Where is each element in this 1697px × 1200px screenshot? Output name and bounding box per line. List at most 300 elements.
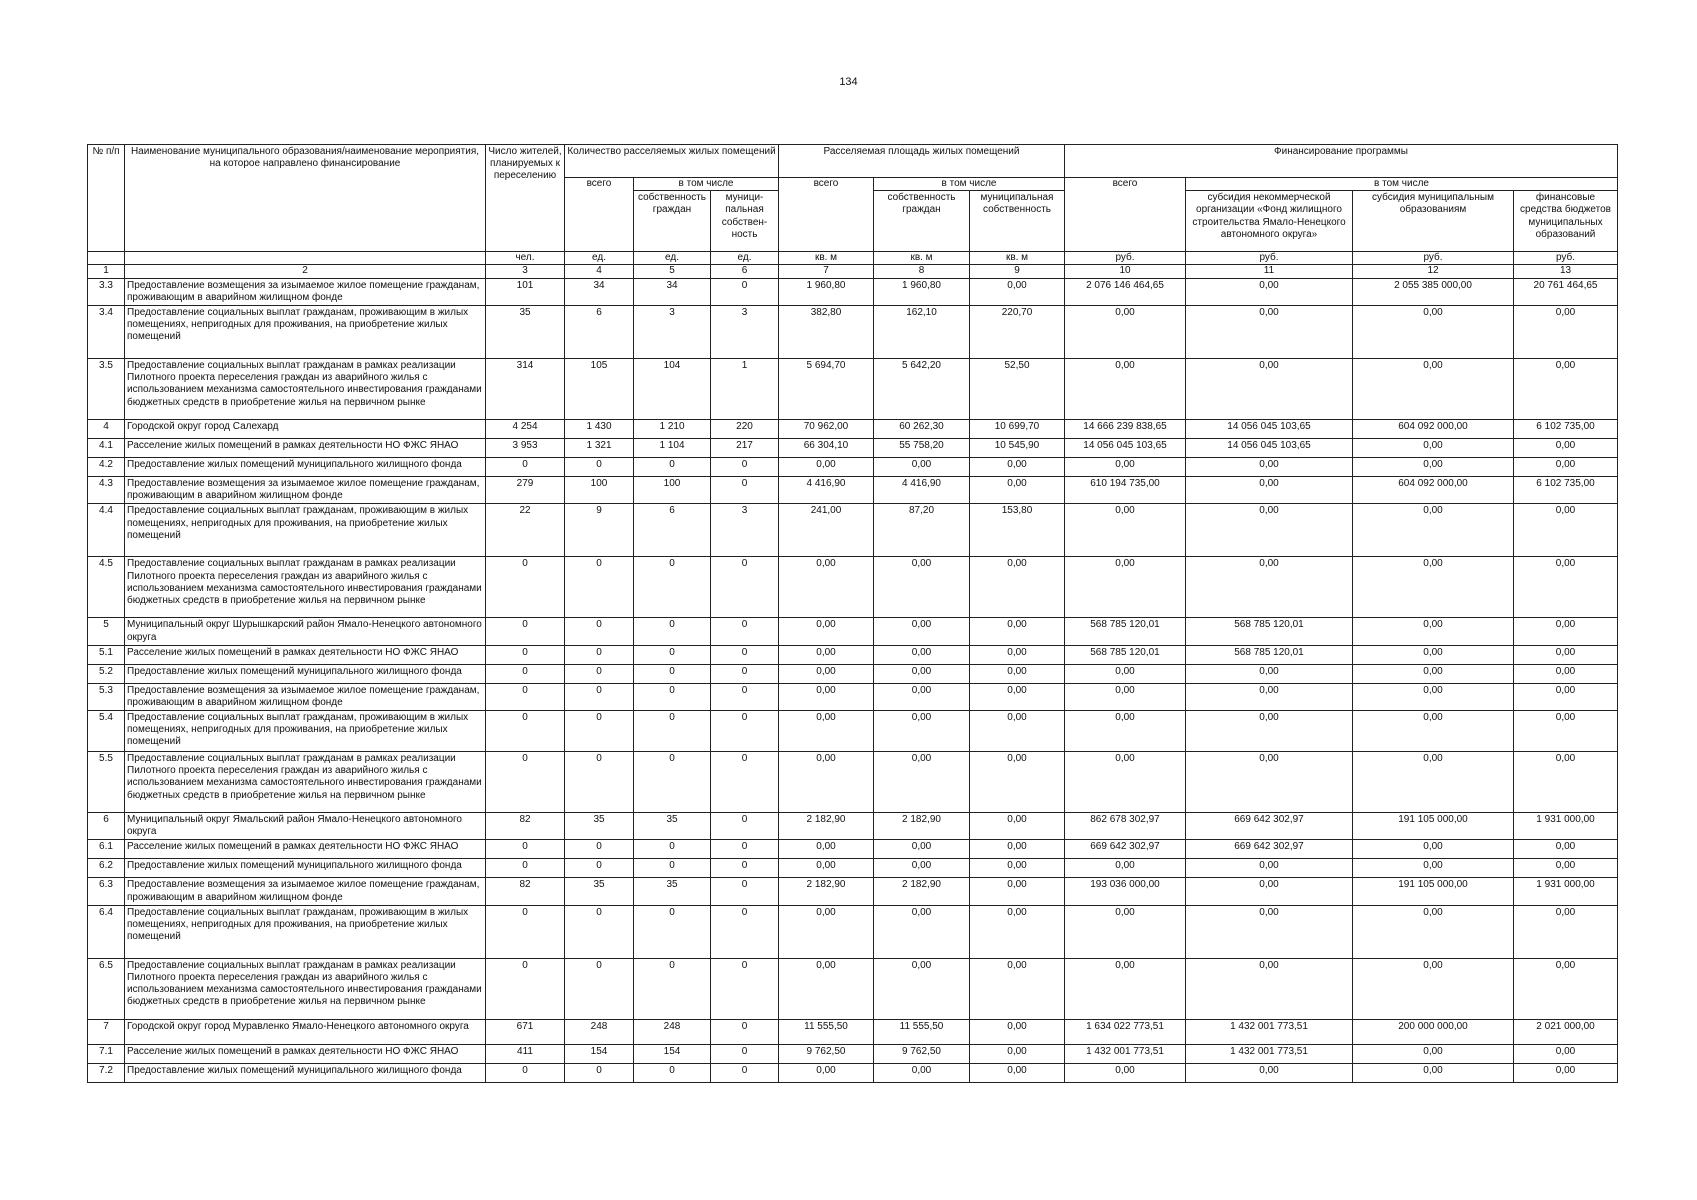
row-number: 5.5 [88, 752, 125, 813]
header-rooms-total: всего [565, 178, 634, 252]
row-value: 0 [486, 840, 565, 859]
units-cell-empty [125, 252, 486, 265]
header-rooms-group: Количество расселяемых жилых помещений [565, 145, 779, 178]
row-name: Муниципальный округ Шурышкарский район Ямало-Ненецкого автономного округа [125, 618, 486, 645]
row-value: 20 761 464,65 [1514, 278, 1618, 305]
row-value: 0,00 [1065, 958, 1186, 1019]
row-value: 314 [486, 358, 565, 419]
row-value: 604 092 000,00 [1353, 476, 1514, 503]
row-value: 0 [634, 840, 711, 859]
row-value: 0,00 [970, 278, 1065, 305]
row-value: 35 [634, 813, 711, 840]
column-number-cell: 4 [565, 265, 634, 278]
row-value: 0 [634, 859, 711, 878]
row-value: 0,00 [1514, 305, 1618, 358]
row-value: 0,00 [1514, 683, 1618, 710]
row-value: 11 555,50 [779, 1019, 874, 1044]
table-row [88, 618, 1618, 645]
row-value: 0 [565, 859, 634, 878]
row-name: Предоставление социальных выплат гражданам в рамках реализации Пилотного проекта переселения граждан из аварийного жилья с использованием механизма самостоятельного инвестирования гражданами бюджетных средств в приобретение жилья на первичном рынке [125, 752, 486, 813]
row-value: 0 [711, 813, 779, 840]
table-row [88, 305, 1618, 358]
row-value: 0,00 [1353, 840, 1514, 859]
row-value: 0,00 [1065, 1063, 1186, 1082]
table-row [88, 958, 1618, 1019]
row-value: 0 [486, 1063, 565, 1082]
header-area-group: Расселяемая площадь жилых помещений [779, 145, 1065, 178]
row-name: Предоставление возмещения за изымаемое жилое помещение гражданам, проживающим в аварийном жилищном фонде [125, 878, 486, 905]
row-value: 0,00 [779, 711, 874, 752]
row-value: 105 [565, 358, 634, 419]
column-number-cell: 5 [634, 265, 711, 278]
row-value: 0 [634, 457, 711, 476]
row-value: 604 092 000,00 [1353, 419, 1514, 438]
row-value: 34 [565, 278, 634, 305]
row-value: 0 [634, 958, 711, 1019]
row-value: 0 [486, 645, 565, 664]
row-value: 0,00 [1514, 1063, 1618, 1082]
header-area-total: всего [779, 178, 874, 252]
row-number: 5 [88, 618, 125, 645]
table-row [88, 504, 1618, 557]
row-value: 0,00 [1186, 859, 1353, 878]
row-number: 6.2 [88, 859, 125, 878]
header-area-municipal: муниципальная собственность [970, 191, 1065, 252]
row-value: 0,00 [970, 840, 1065, 859]
row-value: 1 634 022 773,51 [1065, 1019, 1186, 1044]
row-value: 0,00 [970, 878, 1065, 905]
row-value: 610 194 735,00 [1065, 476, 1186, 503]
unit-cell: кв. м [779, 252, 874, 265]
table-row [88, 557, 1618, 618]
row-value: 0 [486, 905, 565, 958]
row-value: 0,00 [1186, 278, 1353, 305]
row-value: 568 785 120,01 [1186, 618, 1353, 645]
row-value: 0,00 [1065, 358, 1186, 419]
row-number: 4.1 [88, 438, 125, 457]
table-row [88, 419, 1618, 438]
row-value: 3 953 [486, 438, 565, 457]
row-value: 279 [486, 476, 565, 503]
row-name: Предоставление социальных выплат гражданам, проживающим в жилых помещениях, непригодных для проживания, на приобретение жилых помещений [125, 711, 486, 752]
row-value: 0,00 [874, 840, 970, 859]
row-value: 0,00 [1514, 905, 1618, 958]
table-row [88, 1044, 1618, 1063]
row-value: 0,00 [1353, 711, 1514, 752]
row-value: 0,00 [1186, 664, 1353, 683]
row-value: 2 021 000,00 [1514, 1019, 1618, 1044]
row-value: 0,00 [1514, 438, 1618, 457]
row-value: 0 [711, 711, 779, 752]
unit-cell: руб. [1186, 252, 1353, 265]
row-value: 0 [711, 878, 779, 905]
row-value: 0 [711, 557, 779, 618]
row-value: 0,00 [779, 958, 874, 1019]
row-value: 191 105 000,00 [1353, 813, 1514, 840]
row-number: 6.4 [88, 905, 125, 958]
row-value: 0,00 [1065, 504, 1186, 557]
row-value: 0,00 [970, 905, 1065, 958]
column-number-cell: 6 [711, 265, 779, 278]
row-value: 35 [565, 813, 634, 840]
row-name: Предоставление социальных выплат гражданам в рамках реализации Пилотного проекта переселения граждан из аварийного жилья с использованием механизма самостоятельного инвестирования гражданами бюджетных средств в приобретение жилья на первичном рынке [125, 958, 486, 1019]
row-value: 0,00 [779, 752, 874, 813]
row-number: 6.1 [88, 840, 125, 859]
row-value: 0,00 [1186, 504, 1353, 557]
row-value: 0,00 [1065, 683, 1186, 710]
row-value: 0,00 [1065, 752, 1186, 813]
row-value: 0 [565, 905, 634, 958]
row-value: 2 182,90 [874, 813, 970, 840]
row-value: 0,00 [874, 905, 970, 958]
column-number-cell: 7 [779, 265, 874, 278]
table-row [88, 878, 1618, 905]
row-value: 0,00 [970, 958, 1065, 1019]
row-value: 0,00 [1514, 664, 1618, 683]
row-value: 0,00 [1353, 358, 1514, 419]
table-row [88, 905, 1618, 958]
row-value: 1 931 000,00 [1514, 878, 1618, 905]
column-number-cell: 3 [486, 265, 565, 278]
row-value: 1 [711, 358, 779, 419]
header-rooms-municipal: муници-пальная собствен-ность [711, 191, 779, 252]
row-value: 0,00 [970, 859, 1065, 878]
row-value: 0,00 [1065, 859, 1186, 878]
row-value: 0,00 [970, 813, 1065, 840]
row-value: 0,00 [874, 557, 970, 618]
row-value: 0,00 [779, 618, 874, 645]
row-value: 0,00 [1353, 305, 1514, 358]
row-number: 3.4 [88, 305, 125, 358]
row-value: 0,00 [874, 1063, 970, 1082]
row-value: 2 182,90 [779, 813, 874, 840]
row-value: 0,00 [874, 711, 970, 752]
unit-cell: руб. [1065, 252, 1186, 265]
row-value: 0,00 [970, 664, 1065, 683]
row-value: 0 [486, 664, 565, 683]
row-value: 14 056 045 103,65 [1186, 419, 1353, 438]
column-number-cell: 2 [125, 265, 486, 278]
header-fin-group: Финансирование программы [1065, 145, 1618, 178]
row-value: 669 642 302,97 [1065, 840, 1186, 859]
row-name: Расселение жилых помещений в рамках деятельности НО ФЖС ЯНАО [125, 645, 486, 664]
row-value: 0,00 [874, 752, 970, 813]
row-value: 191 105 000,00 [1353, 878, 1514, 905]
row-value: 0,00 [1514, 1044, 1618, 1063]
row-name: Городской округ город Салехард [125, 419, 486, 438]
row-value: 382,80 [779, 305, 874, 358]
header-area-own: собственность граждан [874, 191, 970, 252]
header-num: № п/п [88, 145, 125, 252]
row-value: 6 [565, 305, 634, 358]
row-value: 0,00 [1186, 905, 1353, 958]
row-value: 82 [486, 878, 565, 905]
row-value: 0 [634, 618, 711, 645]
row-name: Предоставление социальных выплат гражданам, проживающим в жилых помещениях, непригодных для проживания, на приобретение жилых помещений [125, 504, 486, 557]
row-value: 0,00 [1186, 476, 1353, 503]
table-row [88, 752, 1618, 813]
row-value: 241,00 [779, 504, 874, 557]
unit-cell: руб. [1514, 252, 1618, 265]
row-value: 22 [486, 504, 565, 557]
row-value: 0,00 [779, 1063, 874, 1082]
table-row [88, 711, 1618, 752]
row-value: 9 762,50 [779, 1044, 874, 1063]
row-value: 0,00 [779, 645, 874, 664]
row-value: 0 [711, 1063, 779, 1082]
row-value: 0 [565, 618, 634, 645]
row-number: 6.5 [88, 958, 125, 1019]
row-value: 0,00 [1353, 1044, 1514, 1063]
row-value: 0 [634, 683, 711, 710]
column-number-cell: 13 [1514, 265, 1618, 278]
row-value: 0,00 [874, 618, 970, 645]
column-number-cell: 8 [874, 265, 970, 278]
row-value: 0,00 [779, 859, 874, 878]
row-number: 6 [88, 813, 125, 840]
table-row [88, 457, 1618, 476]
row-value: 0 [634, 1063, 711, 1082]
row-value: 3 [711, 305, 779, 358]
row-name: Муниципальный округ Ямальский район Ямало-Ненецкого автономного округа [125, 813, 486, 840]
row-value: 568 785 120,01 [1065, 618, 1186, 645]
table-row [88, 476, 1618, 503]
row-value: 0,00 [1514, 859, 1618, 878]
row-value: 2 076 146 464,65 [1065, 278, 1186, 305]
row-value: 0,00 [1353, 618, 1514, 645]
row-value: 0 [634, 664, 711, 683]
row-value: 0,00 [1353, 859, 1514, 878]
row-value: 0,00 [1514, 358, 1618, 419]
row-value: 0 [711, 752, 779, 813]
row-number: 4.2 [88, 457, 125, 476]
row-value: 0,00 [1514, 457, 1618, 476]
row-value: 0 [486, 711, 565, 752]
row-value: 34 [634, 278, 711, 305]
row-value: 0,00 [1514, 504, 1618, 557]
row-value: 862 678 302,97 [1065, 813, 1186, 840]
row-value: 0,00 [1514, 618, 1618, 645]
row-value: 0 [711, 476, 779, 503]
row-value: 5 642,20 [874, 358, 970, 419]
table-row [88, 859, 1618, 878]
row-name: Предоставление возмещения за изымаемое жилое помещение гражданам, проживающим в аварийном жилищном фонде [125, 278, 486, 305]
row-value: 1 432 001 773,51 [1186, 1044, 1353, 1063]
row-number: 5.1 [88, 645, 125, 664]
row-value: 0,00 [1353, 557, 1514, 618]
row-value: 568 785 120,01 [1065, 645, 1186, 664]
row-value: 0,00 [779, 840, 874, 859]
row-value: 0,00 [970, 1044, 1065, 1063]
row-value: 1 432 001 773,51 [1186, 1019, 1353, 1044]
row-value: 52,50 [970, 358, 1065, 419]
row-number: 7.2 [88, 1063, 125, 1082]
unit-cell: кв. м [970, 252, 1065, 265]
row-name: Предоставление жилых помещений муниципального жилищного фонда [125, 859, 486, 878]
row-value: 3 [634, 305, 711, 358]
row-name: Предоставление социальных выплат гражданам, проживающим в жилых помещениях, непригодных для проживания, на приобретение жилых помещений [125, 305, 486, 358]
row-value: 11 555,50 [874, 1019, 970, 1044]
row-value: 10 699,70 [970, 419, 1065, 438]
row-value: 0,00 [1065, 664, 1186, 683]
row-value: 0,00 [970, 752, 1065, 813]
table-row [88, 840, 1618, 859]
row-value: 0 [565, 664, 634, 683]
row-value: 0 [486, 859, 565, 878]
row-value: 6 102 735,00 [1514, 419, 1618, 438]
row-value: 1 432 001 773,51 [1065, 1044, 1186, 1063]
row-value: 0,00 [874, 859, 970, 878]
row-value: 0 [634, 905, 711, 958]
table-row [88, 645, 1618, 664]
row-value: 9 [565, 504, 634, 557]
row-value: 0 [634, 557, 711, 618]
row-value: 0,00 [1065, 905, 1186, 958]
row-value: 0,00 [1186, 557, 1353, 618]
row-value: 10 545,90 [970, 438, 1065, 457]
row-value: 0 [565, 711, 634, 752]
row-number: 4.3 [88, 476, 125, 503]
row-value: 14 056 045 103,65 [1186, 438, 1353, 457]
row-value: 0,00 [1514, 840, 1618, 859]
row-value: 154 [634, 1044, 711, 1063]
row-value: 0,00 [1353, 645, 1514, 664]
table-row [88, 278, 1618, 305]
row-value: 0 [565, 457, 634, 476]
row-value: 0,00 [1514, 752, 1618, 813]
header-fin-incl: в том числе [1186, 178, 1618, 191]
row-number: 7 [88, 1019, 125, 1044]
row-value: 35 [634, 878, 711, 905]
row-value: 0,00 [1353, 752, 1514, 813]
row-value: 0,00 [874, 683, 970, 710]
row-value: 0,00 [1186, 457, 1353, 476]
table-row [88, 358, 1618, 419]
row-value: 0,00 [1186, 358, 1353, 419]
row-value: 0,00 [1514, 711, 1618, 752]
units-cell-empty [88, 252, 125, 265]
row-value: 220 [711, 419, 779, 438]
table-row [88, 1063, 1618, 1082]
row-value: 0 [565, 557, 634, 618]
row-value: 0,00 [1186, 683, 1353, 710]
row-name: Предоставление социальных выплат гражданам, проживающим в жилых помещениях, непригодных для проживания, на приобретение жилых помещений [125, 905, 486, 958]
row-value: 4 416,90 [874, 476, 970, 503]
row-name: Предоставление жилых помещений муниципального жилищного фонда [125, 1063, 486, 1082]
row-value: 14 666 239 838,65 [1065, 419, 1186, 438]
header-area-incl: в том числе [874, 178, 1065, 191]
row-value: 100 [634, 476, 711, 503]
column-number-cell: 11 [1186, 265, 1353, 278]
row-value: 0,00 [1353, 457, 1514, 476]
row-value: 1 321 [565, 438, 634, 457]
column-number-cell: 1 [88, 265, 125, 278]
row-value: 0,00 [874, 645, 970, 664]
row-number: 5.2 [88, 664, 125, 683]
row-value: 0,00 [970, 457, 1065, 476]
page-number: 134 [839, 76, 858, 88]
row-value: 217 [711, 438, 779, 457]
row-value: 0,00 [1353, 958, 1514, 1019]
row-value: 0 [565, 645, 634, 664]
row-value: 248 [565, 1019, 634, 1044]
row-name: Расселение жилых помещений в рамках деятельности НО ФЖС ЯНАО [125, 840, 486, 859]
row-name: Предоставление жилых помещений муниципального жилищного фонда [125, 664, 486, 683]
unit-cell: руб. [1353, 252, 1514, 265]
row-value: 1 104 [634, 438, 711, 457]
row-value: 0,00 [779, 664, 874, 683]
row-value: 0,00 [1186, 958, 1353, 1019]
header-rooms-incl: в том числе [634, 178, 779, 191]
row-value: 0 [711, 859, 779, 878]
row-value: 0 [711, 840, 779, 859]
row-name: Предоставление возмещения за изымаемое жилое помещение гражданам, проживающим в аварийном жилищном фонде [125, 476, 486, 503]
row-value: 0 [634, 711, 711, 752]
row-name: Предоставление возмещения за изымаемое жилое помещение гражданам, проживающим в аварийном жилищном фонде [125, 683, 486, 710]
row-value: 0 [711, 618, 779, 645]
unit-cell: чел. [486, 252, 565, 265]
units-row [88, 252, 1618, 265]
row-value: 0,00 [1353, 504, 1514, 557]
row-value: 6 102 735,00 [1514, 476, 1618, 503]
row-value: 35 [486, 305, 565, 358]
header-rooms-own: собственность граждан [634, 191, 711, 252]
row-value: 0,00 [1186, 878, 1353, 905]
row-value: 3 [711, 504, 779, 557]
row-value: 0,00 [1353, 683, 1514, 710]
row-value: 162,10 [874, 305, 970, 358]
row-value: 0,00 [1514, 645, 1618, 664]
row-value: 0 [486, 557, 565, 618]
row-name: Предоставление жилых помещений муниципального жилищного фонда [125, 457, 486, 476]
row-value: 0,00 [1186, 305, 1353, 358]
row-value: 1 960,80 [874, 278, 970, 305]
row-value: 0 [486, 618, 565, 645]
row-value: 0,00 [1186, 711, 1353, 752]
row-value: 70 962,00 [779, 419, 874, 438]
unit-cell: ед. [711, 252, 779, 265]
row-value: 0 [486, 457, 565, 476]
row-value: 0 [565, 958, 634, 1019]
row-value: 0 [486, 958, 565, 1019]
header-subsidy-muni: субсидия муниципальным образованиям [1353, 191, 1514, 252]
row-value: 4 254 [486, 419, 565, 438]
row-value: 35 [565, 878, 634, 905]
row-value: 4 416,90 [779, 476, 874, 503]
row-number: 4 [88, 419, 125, 438]
row-value: 1 210 [634, 419, 711, 438]
row-value: 0 [711, 645, 779, 664]
row-value: 5 694,70 [779, 358, 874, 419]
row-value: 100 [565, 476, 634, 503]
row-value: 0,00 [1353, 905, 1514, 958]
row-value: 220,70 [970, 305, 1065, 358]
row-value: 6 [634, 504, 711, 557]
row-value: 0 [711, 664, 779, 683]
table-row [88, 664, 1618, 683]
row-number: 5.3 [88, 683, 125, 710]
row-value: 0 [634, 645, 711, 664]
row-value: 568 785 120,01 [1186, 645, 1353, 664]
column-number-cell: 12 [1353, 265, 1514, 278]
row-value: 0,00 [1186, 1063, 1353, 1082]
row-value: 14 056 045 103,65 [1065, 438, 1186, 457]
row-value: 0,00 [1514, 958, 1618, 1019]
row-number: 3.5 [88, 358, 125, 419]
row-name: Расселение жилых помещений в рамках деятельности НО ФЖС ЯНАО [125, 438, 486, 457]
row-value: 0 [711, 905, 779, 958]
table-row [88, 438, 1618, 457]
